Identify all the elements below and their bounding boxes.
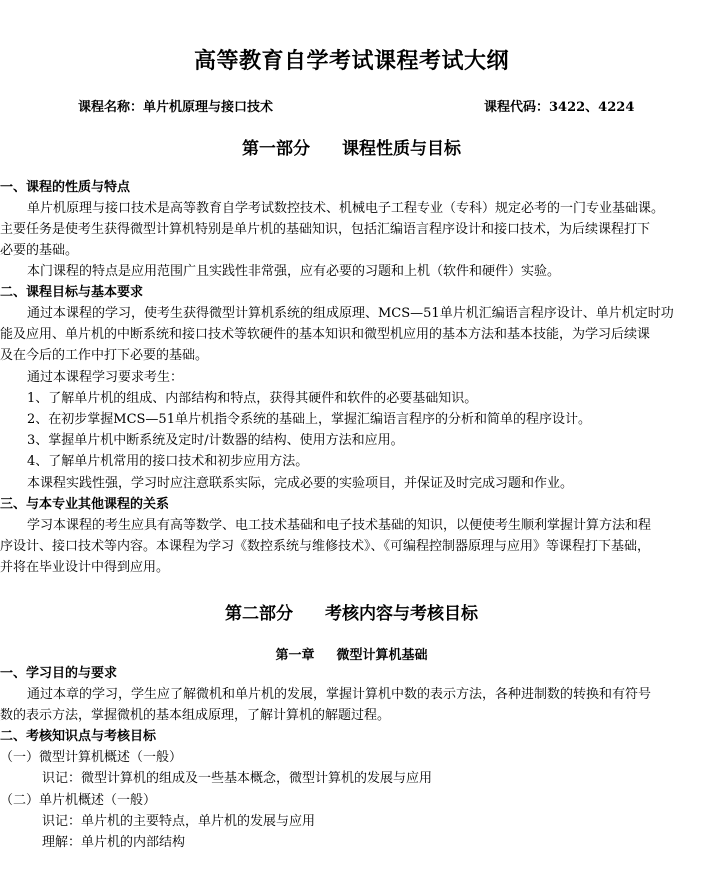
sec1-p1-line2: 主要任务是使考生获得微型计算机特别是单片机的基础知识，包括汇编语言程序设计和接口技术，为后续课程打下 xyxy=(0,222,651,237)
ch1-sec1-heading: 一、学习目的与要求 xyxy=(0,666,118,681)
sec1-p1-line3: 必要的基础。 xyxy=(0,243,79,258)
sec1-p1-line1: 单片机原理与接口技术是高等教育自学考试数控技术、机械电子工程专业（专科）规定必考的一门专业基础课。 xyxy=(27,201,665,216)
course-code: 课程代码：3422、4224 xyxy=(484,100,635,115)
ch1-sec2-item-1: （一）微型计算机概述（一般） xyxy=(0,750,183,765)
course-name: 课程名称：单片机原理与接口技术 xyxy=(78,100,274,115)
course-info xyxy=(0,96,703,116)
ch1-sec2-item-5: 理解：单片机的内部结构 xyxy=(42,835,186,850)
part2-heading xyxy=(0,599,703,624)
chapter1-label: 第一章 xyxy=(275,648,315,663)
sec2-p1-line3: 及在今后的工作中打下必要的基础。 xyxy=(0,348,209,363)
part2-title: 考核内容与考核目标 xyxy=(325,604,478,624)
sec2-req-4: 4、了解单片机常用的接口技术和初步应用方法。 xyxy=(27,454,309,469)
sec2-p1-line1: 通过本课程的学习，使考生获得微型计算机系统的组成原理、MCS—51单片机汇编语言程序设计、单片机定时功 xyxy=(27,306,674,321)
sec1-heading: 一、课程的性质与特点 xyxy=(0,180,131,195)
sec2-p3: 本课程实践性强，学习时应注意联系实际，完成必要的实验项目，并保证及时完成习题和作业。 xyxy=(27,476,574,491)
document-title: 高等教育自学考试课程考试大纲 xyxy=(193,49,509,74)
ch1-sec2-item-3: （二）单片机概述（一般） xyxy=(0,793,157,808)
sec2-req-2: 2、在初步掌握MCS—51单片机指令系统的基础上，掌握汇编语言程序的分析和简单的程序设计。 xyxy=(27,412,591,427)
part1-heading xyxy=(0,134,703,159)
chapter1-heading xyxy=(0,644,703,663)
sec3-heading: 三、与本专业其他课程的关系 xyxy=(0,497,170,512)
ch1-sec2-heading: 二、考核知识点与考核目标 xyxy=(0,729,157,744)
ch1-sec2-item-4: 识记：单片机的主要特点，单片机的发展与应用 xyxy=(42,814,316,829)
sec2-req-1: 1、了解单片机的组成、内部结构和特点，获得其硬件和软件的必要基础知识。 xyxy=(27,391,478,406)
part2-label: 第二部分 xyxy=(225,604,293,624)
sec2-heading: 二、课程目标与基本要求 xyxy=(0,285,144,300)
sec3-p1-line1: 学习本课程的考生应具有高等数学、电工技术基础和电子技术基础的知识，以便使考生顺利掌握计算方法和程 xyxy=(27,518,652,533)
ch1-sec2-item-2: 识记：微型计算机的组成及一些基本概念，微型计算机的发展与应用 xyxy=(42,771,433,786)
sec2-p1-line2: 能及应用、单片机的中断系统和接口技术等软硬件的基本知识和微型机应用的基本方法和基本技能，为学习后续课 xyxy=(0,327,651,342)
sec2-req-3: 3、掌握单片机中断系统及定时/计数器的结构、使用方法和应用。 xyxy=(27,433,404,448)
chapter1-title: 微型计算机基础 xyxy=(336,648,428,663)
ch1-sec1-p1-line1: 通过本章的学习，学生应了解微机和单片机的发展，掌握计算机中数的表示方法，各种进制数的转换和有符号 xyxy=(27,687,652,702)
sec2-req-intro: 通过本课程学习要求考生： xyxy=(27,370,184,385)
sec3-p1-line2: 序设计、接口技术等内容。本课程为学习《数控系统与维修技术》、《可编程控制器原理与应用》等课程打下基础， xyxy=(0,539,651,554)
part1-title: 课程性质与目标 xyxy=(342,139,461,159)
sec1-p2: 本门课程的特点是应用范围广且实践性非常强，应有必要的习题和上机（软件和硬件）实验。 xyxy=(27,264,561,279)
sec3-p1-line3: 并将在毕业设计中得到应用。 xyxy=(0,560,170,575)
part1-label: 第一部分 xyxy=(242,139,310,159)
ch1-sec1-p1-line2: 数的表示方法，掌握微机的基本组成原理，了解计算机的解题过程。 xyxy=(0,708,391,723)
